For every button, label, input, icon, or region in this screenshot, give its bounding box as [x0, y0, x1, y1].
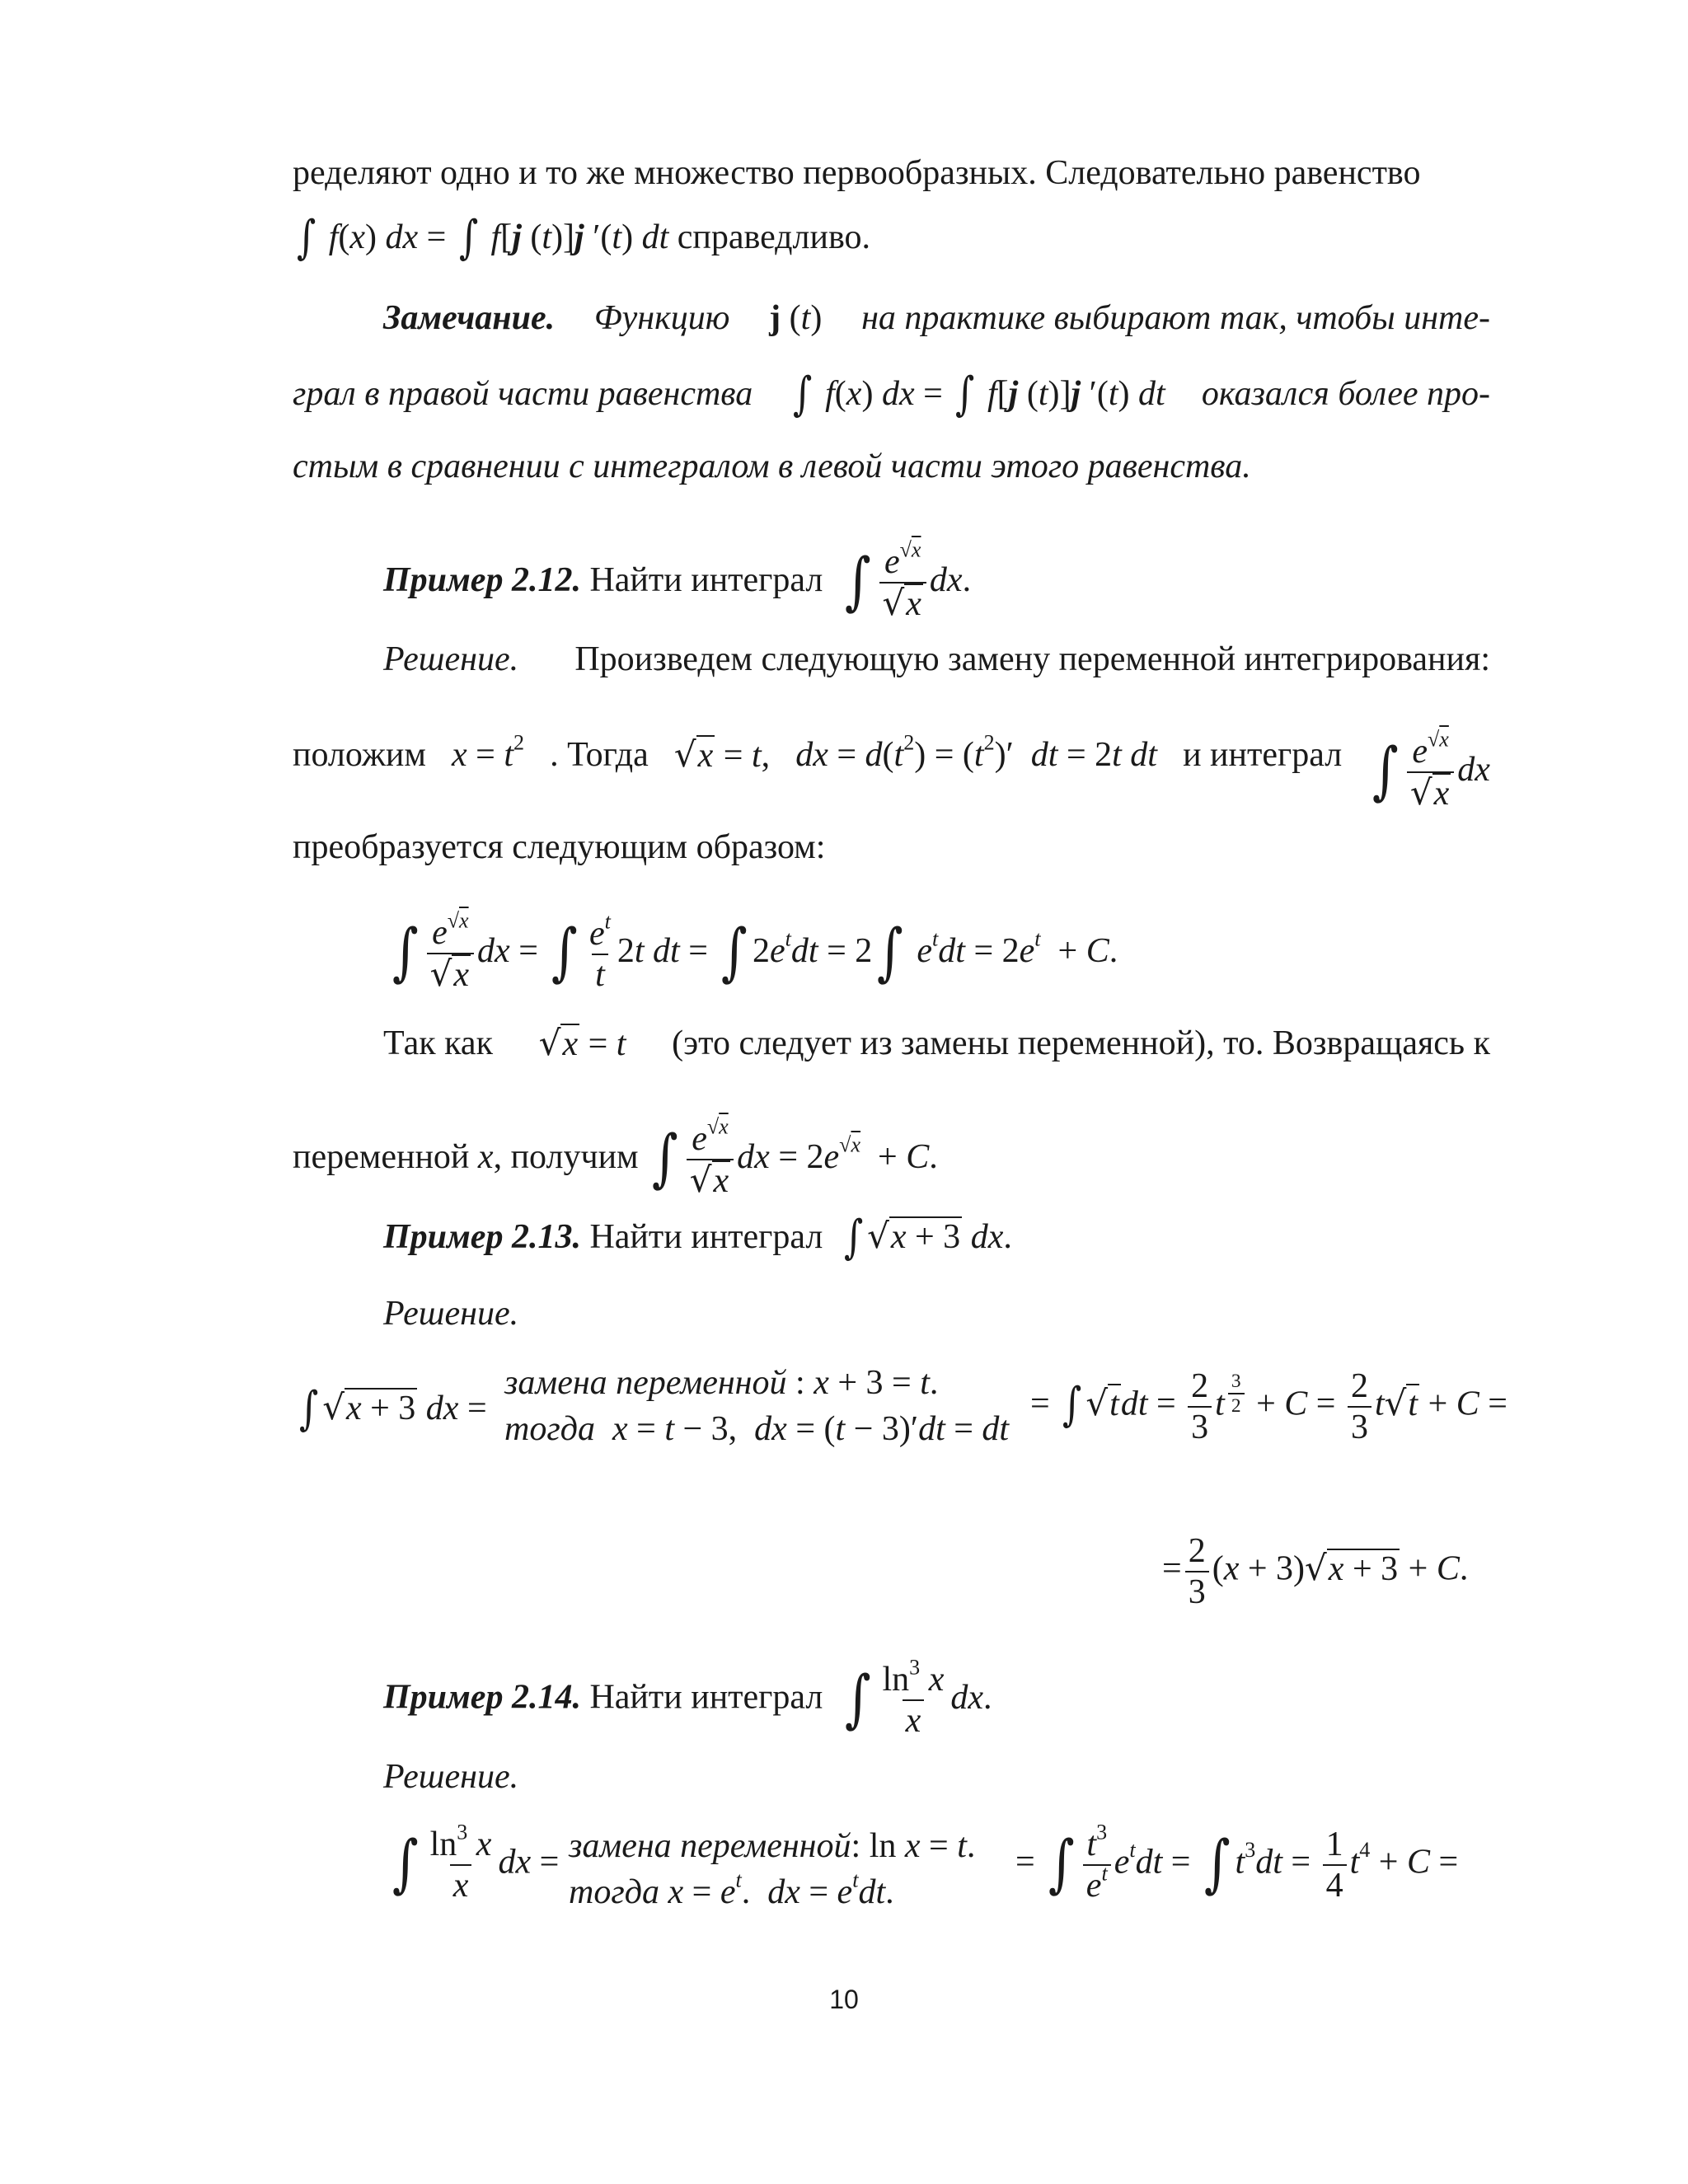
example-2-12-heading: Пример 2.12. Найти интеграл ∫ $\frac{e^{√x}}{√x}$ dx.: [383, 537, 972, 624]
remark-line-2: грал в правой части равенства ∫ f(x) dx = ∫ f[j (t)]j ′(t) dt оказался более про-: [293, 368, 1490, 421]
formula-2-14-left: ∫ $\frac{\ln^3 x}{x}$ dx =: [392, 1820, 560, 1905]
get-word: , получим: [493, 1138, 639, 1177]
intro-word: справедливо.: [677, 218, 871, 256]
solution-text-2-12: Произведем следующую замену переменной интегрирования:: [574, 640, 1490, 678]
since-paren-text: (это следует из замены переменной), то. Возвращаясь к: [672, 1024, 1490, 1062]
intro-text: ределяют одно и то же множество первообразных. Следовательно равенство: [293, 154, 1421, 192]
since-word: Так как: [383, 1024, 493, 1062]
solution-label-2-14: Решение.: [383, 1758, 519, 1796]
example-2-13-label: Пример 2.13.: [383, 1218, 581, 1256]
solution-label-2-12: Решение.: [383, 640, 519, 678]
substitution-2-14: замена переменной: ln x = t. тогда $x = e^t$. dx = $e^tdt$.: [569, 1827, 976, 1911]
example-2-14-text: Найти интеграл: [589, 1678, 823, 1717]
transforms-text: преобразуется следующим образом:: [293, 828, 826, 866]
put-word: положим: [293, 736, 426, 774]
variable-word: переменной: [293, 1138, 470, 1177]
remark-text-1-end: на практике выбирают так, чтобы инте-: [861, 299, 1490, 337]
example-2-13-text: Найти интеграл: [589, 1218, 823, 1256]
since-line: Так как √x = t (это следует из замены переменной), то. Возвращаясь к: [383, 1022, 1490, 1066]
sub-2-13-line2: тогда: [504, 1410, 595, 1448]
substitution-2-13: замена переменной : x + 3 = t. тогда x = t − 3, dx = (t − 3)′dt = dt: [504, 1364, 1010, 1448]
formula-2-14-right: = ∫ $\frac{t^3}{e^t}$ $e^tdt$ = ∫ $t^3dt$ = $\frac{1}{4}$ $t^4 + C$ =: [1015, 1820, 1459, 1905]
solution-2-13-line: [383, 1292, 1490, 1335]
page-number: 10: [829, 1985, 859, 2014]
intro-paragraph: [293, 152, 1490, 194]
formula-2-13-result: = $\frac{2}{3}$ (x + 3)√x + 3 + C.: [1162, 1532, 1469, 1612]
equality-formula: ∫ f(x) dx = ∫ f[j (t)]j ′(t) dt: [296, 211, 669, 265]
remark-text-1: Функцию: [593, 299, 730, 337]
sub-2-13-line1: замена переменной: [504, 1364, 787, 1402]
remark-line-1: Замечание. Функцию j (t) на практике выбирают так, чтобы инте-: [383, 297, 1490, 340]
substitution-line-2-12: положим $x = t^2$ . Тогда √x = t, dx = $d(t^2) = (t^2)'$ dt = 2t dt и интеграл ∫ $\frac{e^{√x}}{√x}$ dx: [293, 727, 1490, 813]
example-2-14-heading: Пример 2.14. Найти интеграл ∫ $\frac{\ln^3 x}{x}$ dx.: [383, 1655, 992, 1741]
transforms-line: [293, 826, 1490, 869]
equality-formula-line: [293, 211, 1490, 265]
remark-text-2-end: оказался более про-: [1201, 375, 1490, 413]
sub-2-14-line2: тогда: [569, 1873, 659, 1911]
example-2-13-heading: Пример 2.13. Найти интеграл ∫ √x + 3 dx.: [383, 1211, 1012, 1264]
remark-text-3: стым в сравнении с интегралом в левой части этого равенства.: [293, 448, 1251, 485]
formula-2-13-right: = ∫ √tdt = $\frac{2}{3}$ t $^{\frac{3}{2}}$ + C = $\frac{2}{3}$ t√t + C =: [1030, 1367, 1507, 1447]
example-2-12-text: Найти интеграл: [589, 561, 823, 600]
then-word: . Тогда: [550, 736, 649, 774]
solution-2-14-line: [383, 1755, 1490, 1798]
and-integral-word: и интеграл: [1183, 736, 1343, 774]
formula-2-12-main: ∫ $\frac{e^{√x}}{√x}$ dx = ∫ $\frac{e^t}{t}$ 2t dt = ∫ $2e^tdt = 2\int$ $e^tdt = 2e^t + C$.: [392, 908, 1118, 995]
example-2-14-label: Пример 2.14.: [383, 1678, 581, 1717]
formula-2-13-left: ∫ √x + 3 dx =: [298, 1382, 487, 1436]
remark-label: Замечание.: [383, 299, 556, 337]
remark-line-3: [293, 445, 1490, 488]
example-2-12-solution-line: [383, 638, 1490, 681]
result-line-2-12: переменной x, получим ∫ $\frac{e^{√x}}{√x}$ dx = $2e^{√x} + C$.: [293, 1114, 938, 1201]
remark-text-2: грал в правой части равенства: [293, 375, 753, 413]
example-2-12-label: Пример 2.12.: [383, 561, 581, 600]
solution-label-2-13: Решение.: [383, 1295, 519, 1333]
sub-2-14-line1: замена переменной: [569, 1827, 851, 1865]
